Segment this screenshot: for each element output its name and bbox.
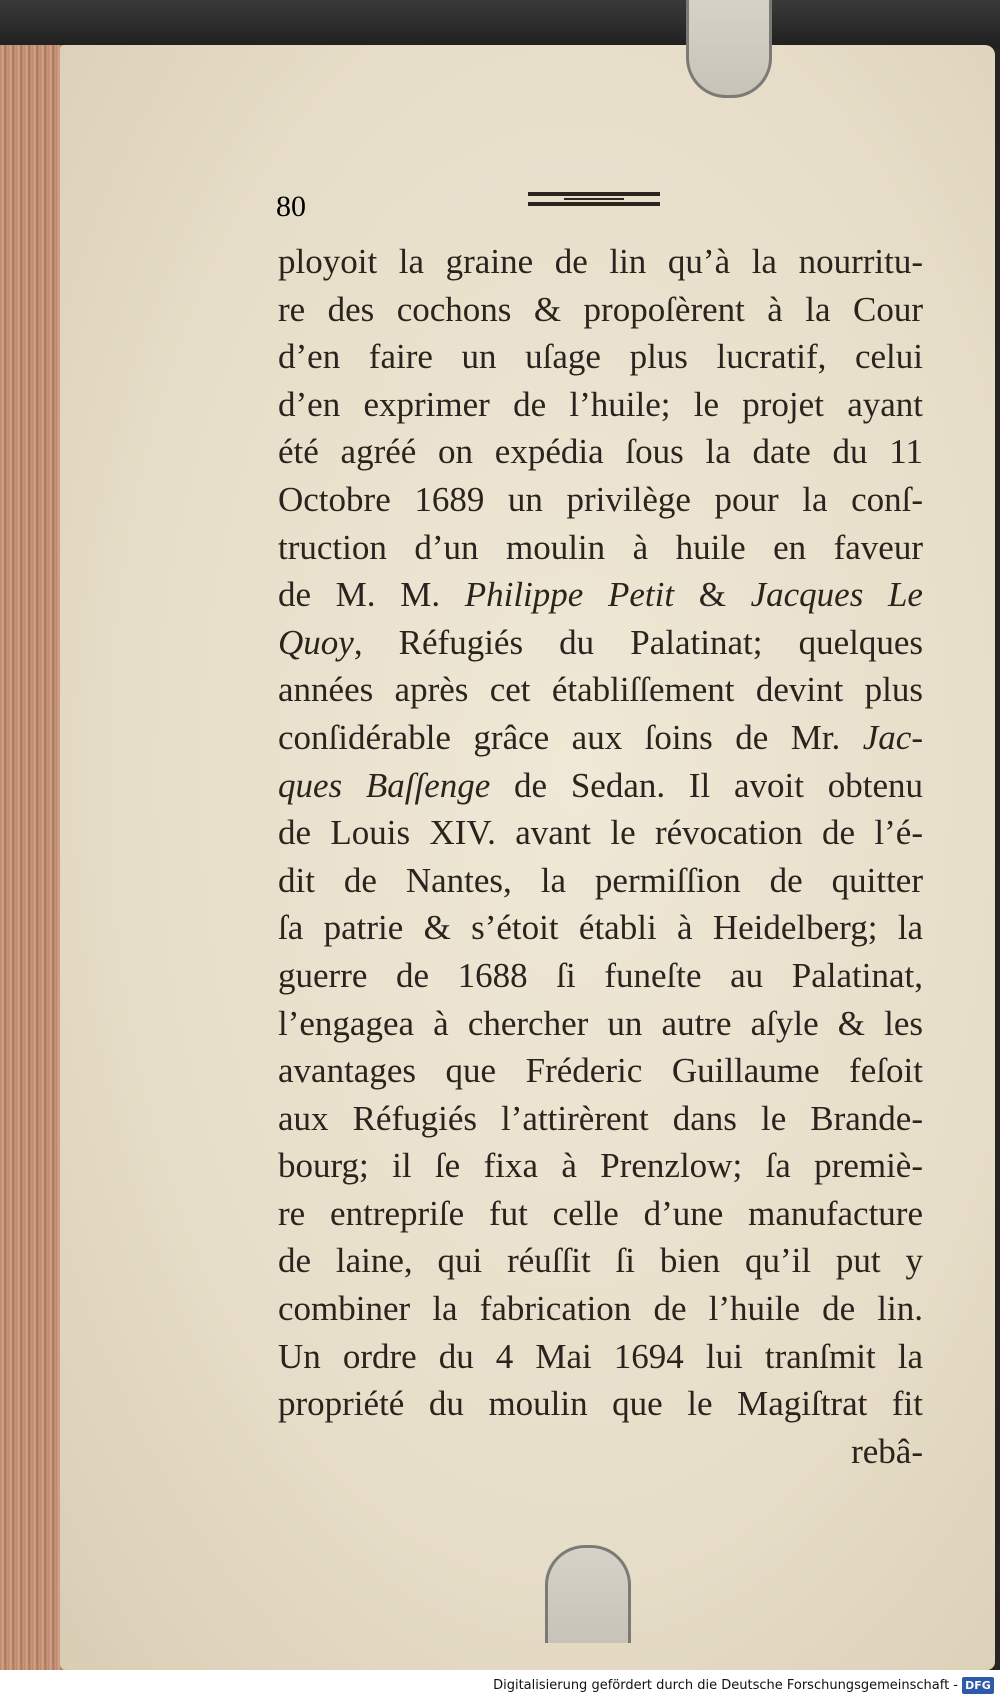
text-line [278,381,923,429]
text-run: été agréé on expédia ſous la date du 11 [278,432,923,472]
dfg-logo: DFG [962,1677,994,1694]
text-run: truction d’un moulin à huile en faveur [278,527,923,567]
italic-name: Jacques Le [750,575,923,615]
text-run: conſidérable grâce aux ſoins de Mr. [278,717,863,757]
text-run: d’en faire un uſage plus lucratif, celui [278,337,923,377]
page-clip-top [686,0,772,98]
page-clip-bottom [545,1545,631,1643]
text-line [278,619,923,667]
text-line [278,857,923,905]
text-run: ployoit la graine de lin qu’à la nourritu- [278,242,923,281]
text-line [278,333,923,381]
text-run: re des cochons & propoſèrent à la Cour [278,289,923,329]
catchword: rebâ- [851,1431,923,1471]
text-run: bourg; il ſe fixa à Prenzlow; ſa premiè- [278,1146,923,1186]
text-run: combiner la fabrication de l’huile de lin. [278,1289,923,1329]
text-line [278,428,923,476]
text-line [278,286,923,334]
text-line [278,524,923,572]
text-run: ſa patrie & s’étoit établi à Heidelberg; la [278,908,923,948]
text-run: de M. M. [278,575,465,615]
text-run: Un ordre du 4 Mai 1694 lui tranſmit la [278,1336,923,1376]
text-run: dit de Nantes, la permiſſion de quitter [278,860,923,900]
text-run: Octobre 1689 un privilège pour la conſ- [278,479,923,519]
text-line [278,571,923,619]
text-run: propriété du moulin que le Magiſtrat fit [278,1384,923,1424]
text-run: de laine, qui réuſſit ſi bien qu’il put y [278,1241,923,1281]
text-run: avantages que Fréderic Guillaume feſoit [278,1051,923,1091]
text-run: re entrepriſe fut celle d’une manufacture [278,1193,923,1233]
text-line [278,714,923,762]
header-ornament [528,192,660,206]
text-line [278,476,923,524]
italic-name: Philippe Petit [464,575,675,615]
text-line [278,1285,923,1333]
text-run: guerre de 1688 ſi funeſte au Palatinat, [278,955,923,995]
funding-credit: Digitalisierung gefördert durch die Deutsche Forschungsgemeinschaft - [493,1678,958,1693]
text-line [278,1380,923,1428]
text-run: d’en exprimer de l’huile; le projet ayant [278,384,923,424]
page-number: 80 [276,190,306,223]
text-run: l’engagea à chercher un autre aſyle & les [278,1003,923,1043]
text-run: aux Réfugiés l’attirèrent dans le Brande- [278,1098,923,1138]
text-line [278,1000,923,1048]
text-run: , Réfugiés du Palatinat; quelques [353,622,923,662]
text-run: & [674,575,751,615]
digitization-footer [0,1670,1000,1702]
text-line [278,904,923,952]
text-line [278,809,923,857]
italic-name: Jac- [862,717,923,757]
text-line [278,1047,923,1095]
text-run: de Louis XIV. avant le révocation de l’é- [278,813,923,853]
italic-name: Quoy [278,622,354,662]
text-line [278,666,923,714]
text-line [278,1237,923,1285]
text-run: années après cet établiſſement devint plus [278,670,923,710]
text-line [278,762,923,810]
text-line [278,1142,923,1190]
text-line [278,1190,923,1238]
scanner-top-band [0,0,1000,48]
italic-name: ques Baſſenge [278,765,491,805]
text-line [278,1333,923,1381]
text-run: de Sedan. Il avoit obtenu [490,765,923,805]
text-line [278,238,923,286]
text-line [278,1095,923,1143]
text-line [278,952,923,1000]
body-text [278,238,923,1475]
